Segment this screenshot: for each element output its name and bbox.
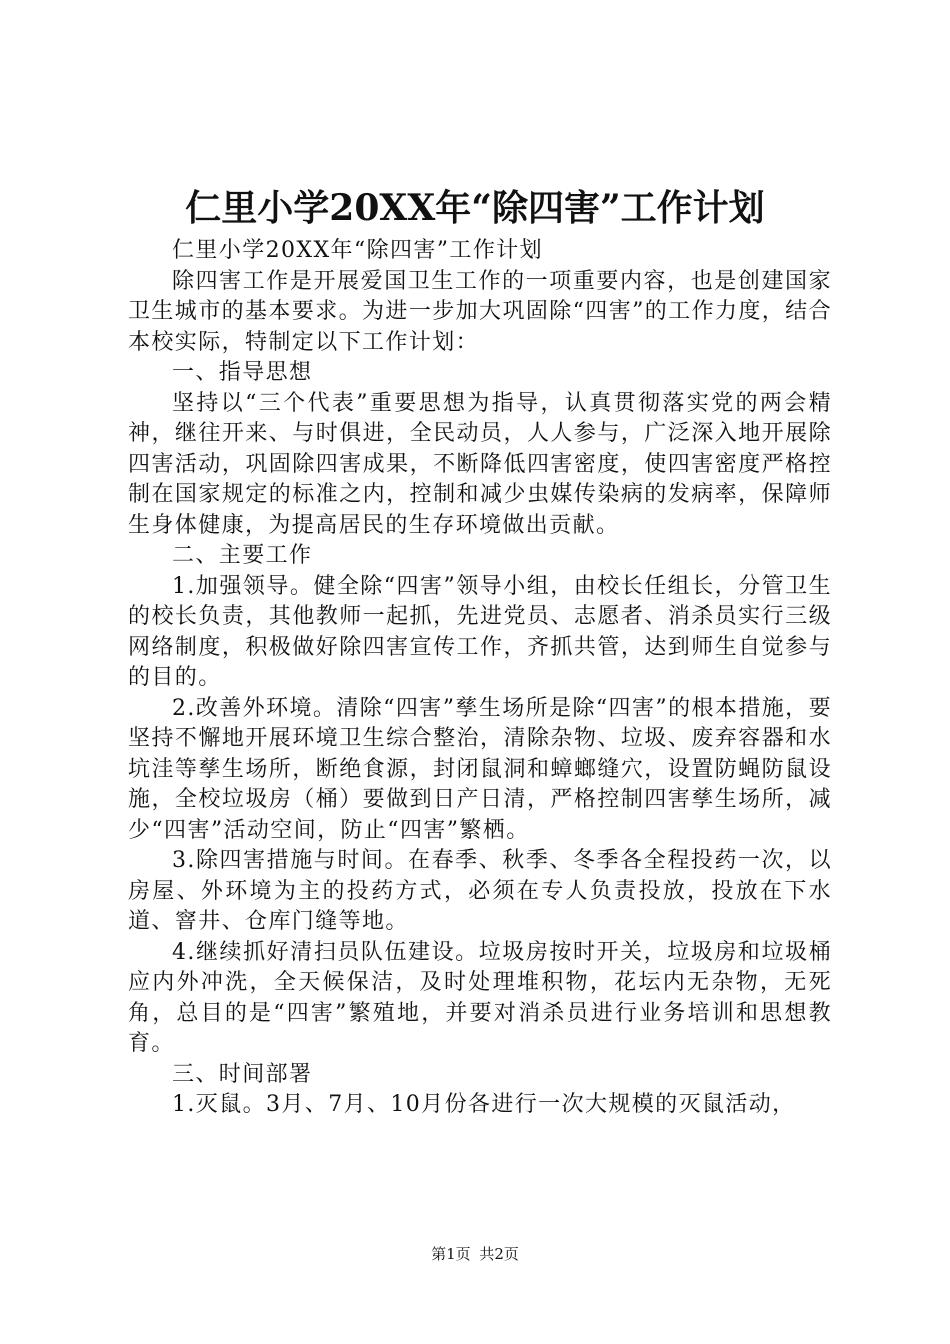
- body-paragraph: 1.灭鼠。3月、7月、10月份各进行一次大规模的灭鼠活动，: [172, 1092, 796, 1117]
- page-total: 共2页: [479, 1245, 519, 1263]
- body-paragraph: 坚持以“三个代表”重要思想为指导，认真贯彻落实党的两会精神，继往开来、与时俱进，全民动员，人人参与，广泛深入地开展除四害活动，巩固除四害成果，不断降低四害密度，使四害密度严格控制在国家规定的标准之内，控制和减少虫媒传染病的发病率，保障师生身体健康，为提高居民的生存环境做出贡献。: [128, 390, 832, 538]
- body-paragraph: 除四害工作是开展爱国卫生工作的一项重要内容，也是创建国家卫生城市的基本要求。为进一步加大巩固除“四害”的工作力度，结合本校实际，特制定以下工作计划：: [128, 268, 832, 355]
- page-footer: [0, 1244, 950, 1264]
- page-number: 第1页: [431, 1245, 471, 1263]
- body-paragraph: 1.加强领导。健全除“四害”领导小组，由校长任组长，分管卫生的校长负责，其他教师一起抓，先进党员、志愿者、消杀员实行三级网络制度，积极做好除四害宣传工作，齐抓共管，达到师生自觉参与的目的。: [128, 573, 832, 690]
- document-title: 仁里小学20XX年“除四害”工作计划: [185, 187, 765, 229]
- body-paragraph: 3.除四害措施与时间。在春季、秋季、冬季各全程投药一次，以房屋、外环境为主的投药方式，必须在专人负责投放，投放在下水道、窨井、仓库门缝等地。: [128, 848, 832, 934]
- section-heading: 二、主要工作: [172, 543, 313, 568]
- section-heading: 三、时间部署: [172, 1061, 313, 1087]
- section-heading: 一、指导思想: [172, 360, 313, 385]
- document-body: [128, 236, 832, 1121]
- body-paragraph: 4.继续抓好清扫员队伍建设。垃圾房按时开关，垃圾房和垃圾桶应内外冲洗，全天候保洁，及时处理堆积物，花坛内无杂物，无死角，总目的是“四害”繁殖地，并要对消杀员进行业务培训和思想教育。: [128, 939, 832, 1056]
- body-paragraph: 2.改善外环境。清除“四害”孳生场所是除“四害”的根本措施，要坚持不懈地开展环境卫生综合整治，清除杂物、垃圾、废弃容器和水坑洼等孳生场所，断绝食源，封闭鼠洞和蟑螂缝穴，设置防蝇防鼠设施，全校垃圾房（桶）要做到日产日清，严格控制四害孳生场所，减少“四害”活动空间，防止“四害”繁栖。: [128, 695, 832, 843]
- body-paragraph: 仁里小学20XX年“除四害”工作计划: [172, 238, 544, 263]
